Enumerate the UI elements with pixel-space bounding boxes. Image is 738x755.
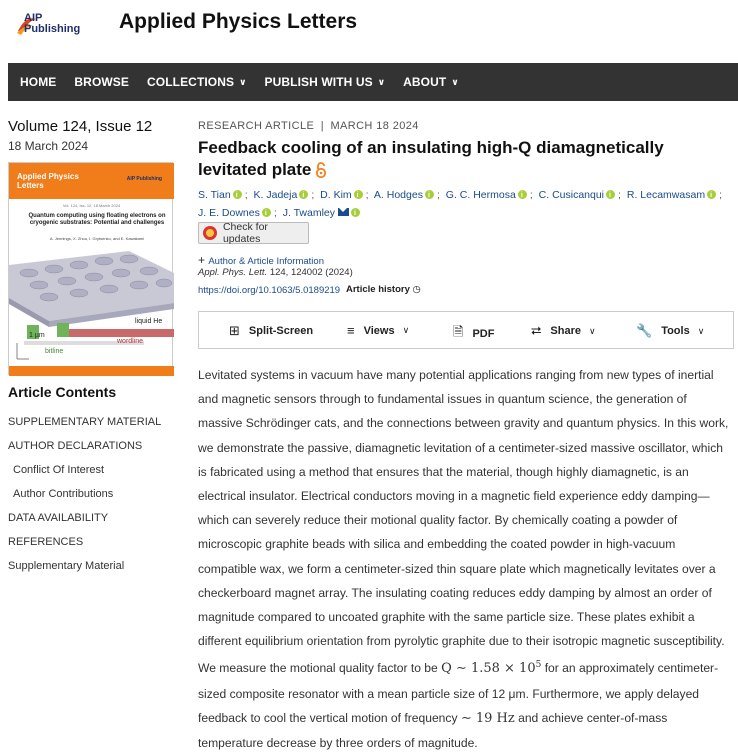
issue-volume[interactable]: Volume 124, Issue 12 [8,118,153,135]
math-exponent: 5 [535,660,542,671]
author-link[interactable]: G. C. Hermosa [445,189,516,201]
cover-headline: Quantum computing using floating electrons on cryogenic substrates: Potential and challenges [28,213,166,226]
cover-illustration [9,243,174,363]
math-quality-factor: Q ∼ 1.58 × 10 [441,661,536,677]
pdf-icon: 🗎 [453,324,464,339]
chevron-down-icon: ∨ [451,76,459,87]
toc-item[interactable]: AUTHOR DECLARATIONS [8,440,143,452]
orcid-icon[interactable] [262,208,271,217]
journal-title[interactable]: Applied Physics Letters [119,10,358,33]
author-link[interactable]: R. Lecamwasam [626,189,706,201]
logo-line-1: AIP [24,12,43,24]
author-link[interactable]: A. Hodges [373,189,423,201]
author-separator: ; [436,189,440,201]
chevron-down-icon: ∨ [697,325,705,336]
cover-journal-line-1: Applied Physics [17,172,79,181]
nav-collections[interactable] [147,75,247,89]
article-date: MARCH 18 2024 [330,120,419,132]
orcid-icon[interactable] [351,208,360,217]
author-list [198,186,728,222]
wrench-icon: 🔧 [636,323,653,338]
citation-journal: Appl. Phys. Lett. [198,267,268,278]
nav-home[interactable] [20,75,56,89]
main-nav [8,63,738,101]
nav-collections-label: COLLECTIONS [147,75,235,89]
chevron-down-icon: ∨ [402,325,410,335]
cover-publisher: AIP Publishing [126,176,162,182]
cover-journal-title [17,172,79,190]
nav-publish[interactable] [265,75,386,89]
toc-item[interactable]: Author Contributions [13,488,114,500]
author-separator: ; [719,189,722,201]
check-updates-label: Check for updates [222,221,268,245]
nav-browse-label: BROWSE [74,75,130,89]
tools-dropdown[interactable] [636,323,704,339]
views-label: Views [363,324,395,337]
article-type: RESEARCH ARTICLE [198,120,315,132]
author-separator: ; [244,189,248,201]
article-contents-title: Article Contents [8,384,117,400]
orcid-icon[interactable] [707,190,716,199]
issue-date: 18 March 2024 [8,139,89,153]
abstract-part-2: for an approximately centimeter-sized composite resonator with a mean particle size of 12 μm. Furthermore, we apply delayed feedback to cool the vertical motion of frequency [198,661,719,725]
logo-line-2: Publishing [24,23,81,35]
cover-label-he: liquid He [135,318,163,325]
split-screen-icon: ⊞ [229,323,240,338]
article-title [198,137,718,181]
cover-label-wordline: wordline [117,338,144,345]
nav-about[interactable] [403,75,459,89]
email-icon[interactable] [338,208,349,216]
cover-label-um: 1 µm [29,332,45,339]
check-for-updates-button[interactable] [198,222,309,244]
author-separator: ; [529,189,533,201]
orcid-icon[interactable] [233,190,242,199]
article-history-toggle[interactable] [346,284,421,295]
author-separator: ; [311,189,315,201]
author-separator: ; [365,189,369,201]
cover-footer-band [9,366,174,376]
cover-label-bitline: bitline [45,348,64,355]
nav-about-label: ABOUT [403,75,447,89]
article-title-text: Feedback cooling of an insulating high-Q diamagnetically levitated plate [198,138,664,179]
cover-authors: A. Jennings, X. Zhou, I. Grytsenko, and E. Kawakami [49,236,145,241]
author-link[interactable]: C. Cusicanqui [538,189,605,201]
abstract-part-3: and achieve center-of-mass temperature decrease by three orders of magnitude. [198,710,668,751]
citation [198,267,353,278]
history-clock-icon: ◷ [412,284,421,295]
nav-home-label: HOME [20,75,57,89]
chevron-down-icon: ∨ [588,325,596,336]
author-link[interactable]: D. Kim [320,189,352,201]
author-link[interactable]: J. Twamley [282,207,336,219]
toc-item[interactable]: DATA AVAILABILITY [8,512,109,524]
author-link[interactable]: J. E. Downes [198,207,260,219]
doi-link[interactable]: https://doi.org/10.1063/5.0189219 [198,285,341,296]
split-screen-label: Split-Screen [248,325,314,337]
crossmark-icon [203,226,217,240]
author-info-label: Author & Article Information [208,256,324,267]
orcid-icon[interactable] [518,190,527,199]
abstract-text [198,363,733,755]
math-frequency: ∼ 19 Hz [460,710,515,726]
share-icon: ⮂ [531,323,542,338]
orcid-icon[interactable] [606,190,615,199]
author-link[interactable]: K. Jadeja [253,189,298,201]
pdf-label: PDF [472,328,495,340]
citation-details: 124, 124002 (2024) [267,267,353,278]
cover-issue-line: Vol. 124, Iss. 12, 18 March 2024 [62,203,121,208]
chevron-down-icon: ∨ [377,76,386,87]
open-access-icon [315,161,327,179]
list-icon: ≡ [347,323,355,338]
orcid-icon[interactable] [354,190,363,199]
author-separator: ; [273,207,277,219]
toc-item[interactable]: REFERENCES [8,536,84,548]
article-toolbar [198,311,734,349]
article-history-label: Article history [346,284,410,295]
share-dropdown[interactable] [531,323,596,339]
chevron-down-icon: ∨ [239,76,247,87]
split-screen-button[interactable] [229,323,313,339]
publisher-logo-text[interactable] [24,13,80,35]
nav-publish-label: PUBLISH WITH US [264,75,373,89]
cover-journal-line-2: Letters [17,181,44,190]
site-header [0,0,738,60]
author-link[interactable]: S. Tian [198,189,231,201]
toc-item[interactable]: Supplementary Material [8,560,125,572]
plus-icon: + [198,253,209,267]
article-meta [198,120,419,132]
tools-label: Tools [661,325,690,337]
author-article-info-toggle[interactable] [198,253,324,267]
issue-cover-image[interactable] [8,162,173,375]
toc-item[interactable]: Conflict Of Interest [13,464,105,476]
orcid-icon[interactable] [425,190,434,199]
toc-item[interactable]: SUPPLEMENTARY MATERIAL [8,416,162,428]
views-dropdown[interactable] [347,323,409,338]
nav-browse[interactable] [74,75,129,89]
pdf-button[interactable] [453,323,494,345]
share-label: Share [550,325,581,337]
meta-separator: | [320,120,324,132]
abstract-part-1: Levitated systems in vacuum have many potential applications ranging from new types of inertial and magnetic sensors through to fundamental issues in quantum science, the generation of massive Schrödinger cats, and the connections between gravity and quantum physics. In this work, we demonstrate the passive, diamagnetic levitation of a centimeter-sized massive oscillator, which is fabricated using a method that ensures that the material, though highly diamagnetic, is an electrical insulator. Electrical conductors moving in a magnetic field experience eddy damping—which can severely reduce their motional quality factor. By chemically coating a powder of microscopic graphite beads with silica and embedding the coated powder in high-vacuum compatible wax, we form a centimeter-sized thin square plate which magnetically levitates over a checkerboard magnet array. The insulating coating reduces eddy damping by almost an order of magnitude compared to uncoated graphite with the same particle size. These plates exhibit a different equilibrium orientation from pyrolytic graphite due to their isotropic magnetic susceptibility. We measure the motional quality factor to be [198,368,729,676]
orcid-icon[interactable] [299,190,308,199]
author-separator: ; [618,189,621,201]
